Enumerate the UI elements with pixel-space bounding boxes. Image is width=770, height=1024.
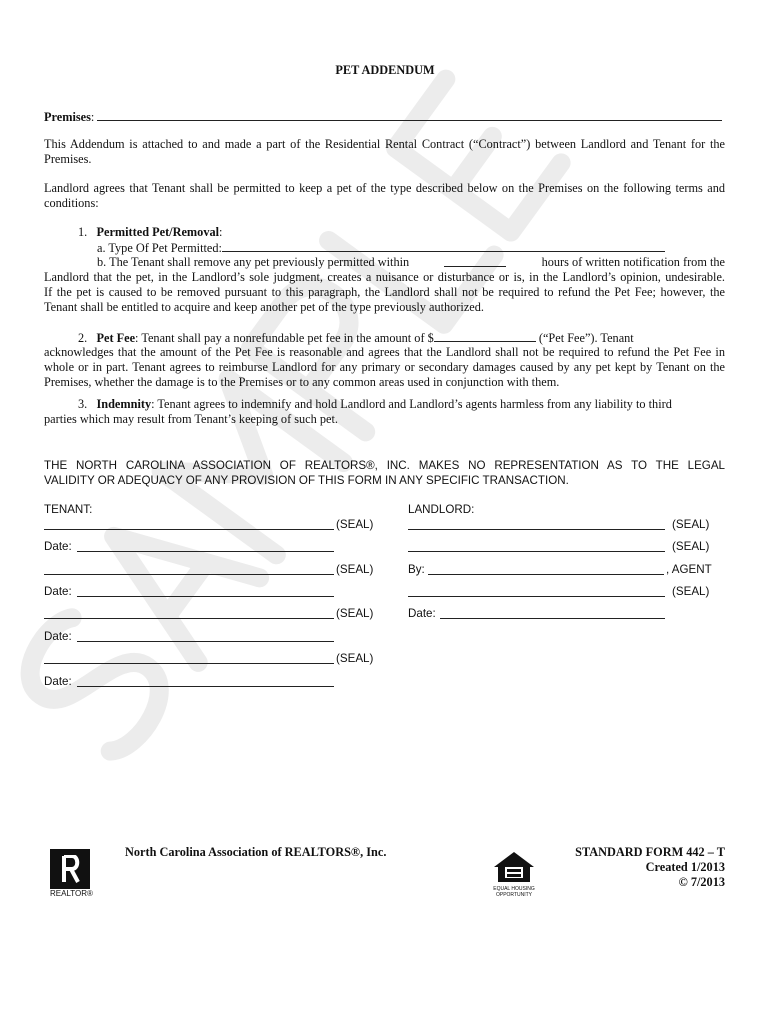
tenant-signature-field[interactable]: [44, 651, 334, 664]
date-label: Date:: [44, 630, 72, 643]
section-1-text: Tenant shall be entitled to acquire and keep another pet of the type previously authorized.: [44, 300, 484, 314]
landlord-signature-field[interactable]: [408, 539, 665, 552]
landlord-date-field[interactable]: [440, 606, 665, 619]
removal-hours-line: b. The Tenant shall remove any pet previously permitted within hours of written notification from the: [97, 255, 725, 269]
tenant-label: TENANT:: [44, 503, 93, 516]
date-label: Date:: [44, 585, 72, 598]
section-2-text: acknowledges that the amount of the Pet Fee is reasonable and agrees that the Landlord shall not be required to refund the Pet Fee in: [44, 345, 725, 359]
pet-fee-field[interactable]: [434, 330, 536, 342]
hours-field[interactable]: [444, 255, 506, 267]
agree-text: conditions:: [44, 196, 99, 210]
realtor-r-icon: [62, 855, 80, 883]
tenant-date-field[interactable]: [77, 674, 334, 687]
pet-type-field[interactable]: a. Type Of Pet Permitted:: [97, 240, 665, 256]
disclaimer: VALIDITY OR ADEQUACY OF ANY PROVISION OF THIS FORM IN ANY SPECIFIC TRANSACTION.: [44, 474, 569, 487]
agree-text: Landlord agrees that Tenant shall be permitted to keep a pet of the type described below on the Premises on the following terms and: [44, 181, 725, 195]
section-1-text: If the pet is caused to be removed pursuant to this paragraph, the Landlord shall not be required to refund the Pet Fee; however, the: [44, 285, 725, 299]
page-title: PET ADDENDUM: [335, 63, 435, 77]
premises-field[interactable]: Premises:: [44, 109, 722, 125]
landlord-label: LANDLORD:: [408, 503, 475, 516]
premises-label: Premises: [44, 110, 91, 124]
section-2-first-line: 2. Pet Fee: Tenant shall pay a nonrefundable pet fee in the amount of $ (“Pet Fee”). Tenant: [78, 331, 634, 345]
seal-label: (SEAL): [672, 540, 710, 553]
seal-label: (SEAL): [336, 563, 374, 576]
form-number: STANDARD FORM 442 – T: [575, 845, 725, 859]
realtor-logo: [50, 849, 90, 889]
disclaimer: THE NORTH CAROLINA ASSOCIATION OF REALTORS®, INC. MAKES NO REPRESENTATION AS TO THE LEGAL: [44, 459, 725, 472]
agent-label: , AGENT: [666, 563, 712, 576]
seal-label: (SEAL): [336, 607, 374, 620]
tenant-date-field[interactable]: [77, 539, 334, 552]
agent-signature-field[interactable]: [428, 562, 664, 575]
landlord-signature-field[interactable]: [408, 584, 665, 597]
intro-text: Premises.: [44, 152, 92, 166]
equal-housing-text: EQUAL HOUSING OPPORTUNITY: [493, 886, 535, 898]
section-2-text: whole or in part. Tenant agrees to reimburse Landlord for any primary or secondary damages caused by any pet kept by Tenant on the: [44, 360, 725, 374]
date-label: Date:: [44, 540, 72, 553]
intro-text: This Addendum is attached to and made a part of the Residential Rental Contract (“Contract”) between Landlord and Tenant for the: [44, 137, 725, 151]
section-1-text: Landlord that the pet, in the Landlord’s sole judgment, creates a nuisance or disturbance or is, in the Landlord’s opinion, undesirable.: [44, 270, 725, 284]
landlord-signature-field[interactable]: [408, 517, 665, 530]
tenant-date-field[interactable]: [77, 584, 334, 597]
tenant-date-field[interactable]: [77, 629, 334, 642]
section-3-text: parties which may result from Tenant’s keeping of such pet.: [44, 412, 338, 426]
by-label: By:: [408, 563, 425, 576]
tenant-signature-field[interactable]: [44, 606, 334, 619]
association-name: North Carolina Association of REALTORS®, Inc.: [125, 845, 387, 859]
section-1-heading: 1. Permitted Pet/Removal:: [78, 225, 223, 239]
realtor-logo-text: REALTOR®: [50, 889, 93, 898]
copyright: © 7/2013: [678, 875, 725, 889]
equal-housing-icon: [492, 850, 536, 884]
seal-label: (SEAL): [336, 518, 374, 531]
tenant-signature-field[interactable]: [44, 517, 334, 530]
seal-label: (SEAL): [672, 585, 710, 598]
section-3-first-line: 3. Indemnity: Tenant agrees to indemnify and hold Landlord and Landlord’s agents harmless from any liability to third: [78, 397, 672, 411]
tenant-signature-field[interactable]: [44, 562, 334, 575]
date-label: Date:: [44, 675, 72, 688]
created-date: Created 1/2013: [645, 860, 725, 874]
seal-label: (SEAL): [672, 518, 710, 531]
date-label: Date:: [408, 607, 436, 620]
seal-label: (SEAL): [336, 652, 374, 665]
section-2-text: Premises, whether the damage is to the Premises or to any common areas used in conjunction with them.: [44, 375, 560, 389]
